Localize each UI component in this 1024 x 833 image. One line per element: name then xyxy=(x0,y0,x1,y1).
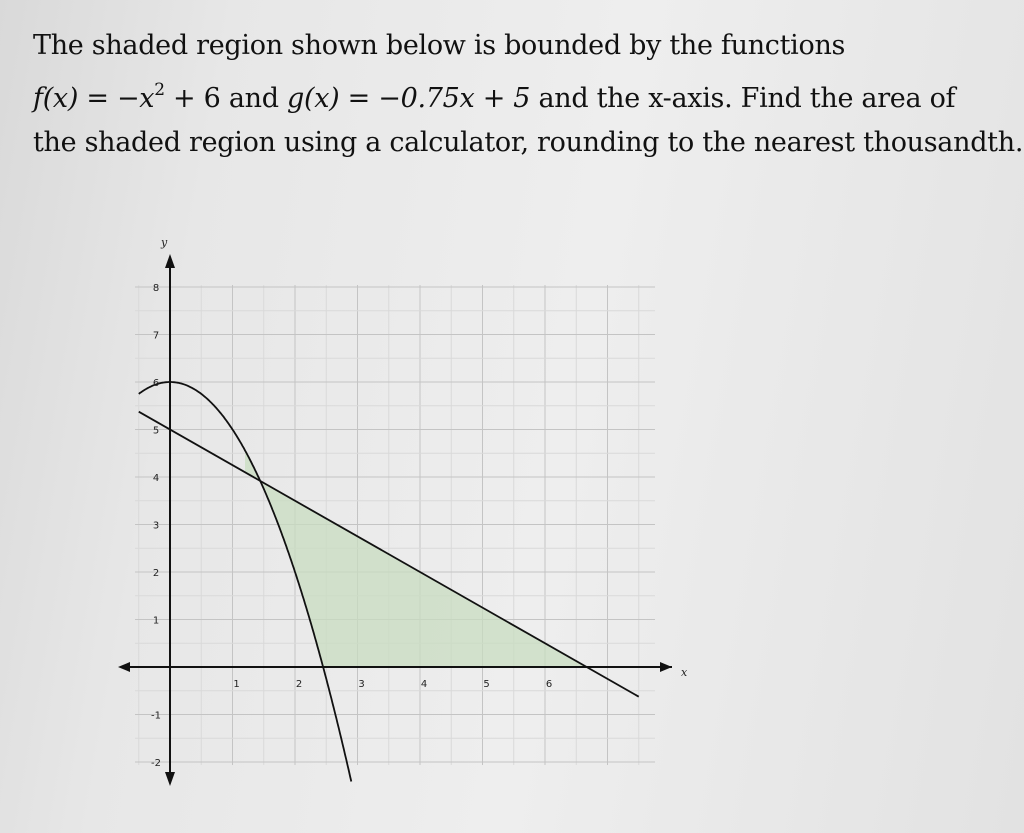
x-tick-label: 5 xyxy=(483,679,490,690)
f-function-exponent: 2 xyxy=(154,80,165,100)
question-line-2-tail: and the x-axis. Find the area of xyxy=(530,83,956,114)
y-tick-label: 4 xyxy=(152,473,160,484)
x-tick-label: 4 xyxy=(420,679,428,690)
x-axis-arrow-left xyxy=(118,662,130,672)
y-tick-label: 7 xyxy=(152,330,160,342)
y-tick-label: 1 xyxy=(152,615,160,627)
y-tick-label: 2 xyxy=(152,568,160,579)
x-axis-arrow-right xyxy=(660,662,672,672)
and-word: and xyxy=(220,83,287,114)
x-tick-label: 6 xyxy=(545,679,553,690)
y-axis-arrow-down xyxy=(165,772,175,786)
y-tick-label: -1 xyxy=(151,710,161,722)
y-tick-label: 3 xyxy=(152,520,160,532)
x-tick-label: 2 xyxy=(295,679,303,690)
y-axis-arrow-up xyxy=(165,254,175,268)
tick-labels xyxy=(151,283,552,769)
f-function-constant: + 6 xyxy=(164,83,221,114)
y-tick-label: -2 xyxy=(151,758,161,769)
y-tick-label: 8 xyxy=(152,283,160,294)
question-line-1: The shaded region shown below is bounded by the functions xyxy=(33,30,846,61)
x-axis-label: x xyxy=(681,666,688,679)
shaded-region xyxy=(245,450,587,667)
f-function-label: f(x) = −x xyxy=(33,83,155,114)
question-line-3: the shaded region using a calculator, rounding to the nearest thousandth. xyxy=(33,127,1024,158)
g-function-label: g(x) = −0.75x + 5 xyxy=(286,83,531,114)
x-tick-label: 1 xyxy=(233,679,240,690)
grid-lines xyxy=(135,285,655,765)
x-tick-label: 3 xyxy=(358,679,365,690)
y-tick-label: 5 xyxy=(152,425,160,437)
y-tick-label: 6 xyxy=(152,378,160,389)
y-axis-label: y xyxy=(161,236,168,249)
